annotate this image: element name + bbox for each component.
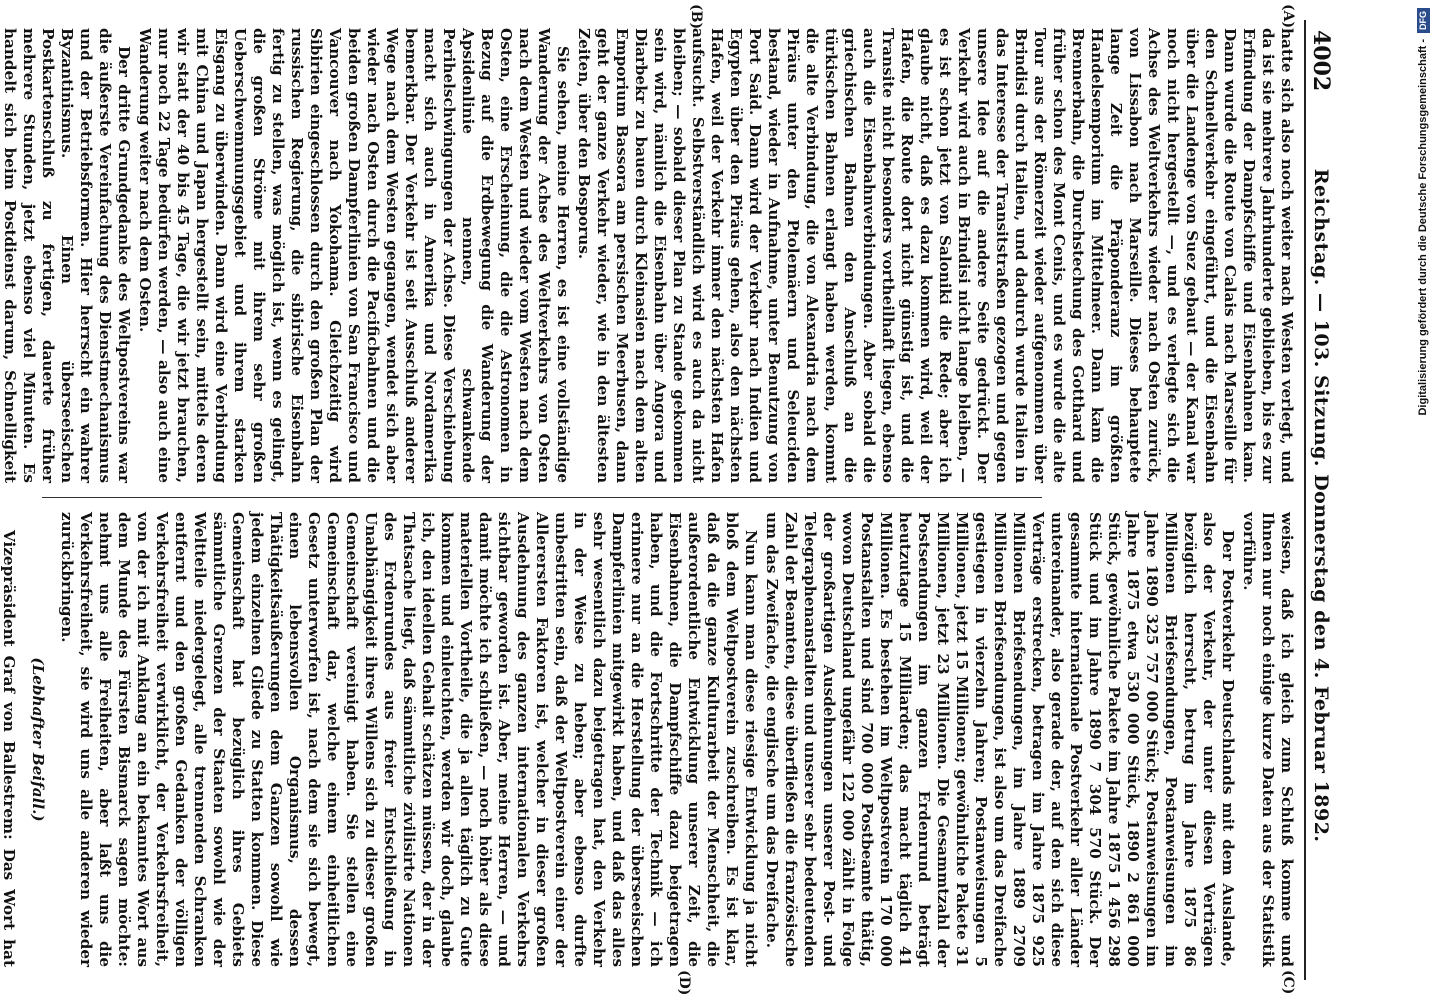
running-title: Reichstag. — 103. Sitzung. Donnerstag den 4. Februar 1892. bbox=[1310, 168, 1332, 843]
paragraph: Der dritte Grundgedanke des Weltpostvereins war die äußerste Vereinfachung des Dienstmechanismus und der Betriebsformen. Hier herrscht ein wahrer Byzantinismus. Einen überseeischen Postkartenschluß zu fertigen, dauerte früher mehrere Stunden, jetzt ebenso viel Minuten. Es handelt sich beim Postdienst darum, Schnelligkeit bbox=[1, 28, 133, 483]
margin-mark-d: (D) bbox=[676, 970, 692, 996]
margin-mark-c: (C) bbox=[1280, 970, 1296, 995]
header-rule bbox=[1304, 20, 1306, 980]
dfg-logo-icon: DFG bbox=[1417, 8, 1430, 33]
interjection: (Lebhafter Beifall.) bbox=[29, 657, 47, 822]
left-column bbox=[0, 28, 1296, 483]
paragraph: hatte sich also noch weiter nach Westen verlegt, und da ist sie mehrere Jahrhunderte geblieben, bis es zur Erfindung der Dampfschiffe und Eisenbahnen kam. Dann wurde die Route von Calais nach Marseille für den Schnellverkehr eingeführt, und die Eisenbahn über die Landenge von Suez gebaut — der Kanal war noch nicht hergestellt —, und es verlegte sich die Achse des Weltverkehrs wieder nach Osten zurück, von Lissabon nach Marseille. Dieses behauptete lange Zeit die Präponderanz im größten Handelsemporium im Mittelmeer. Dann kam die Brennerbahn, die Durchstechung des Gotthard und früher schon des Mont Cenis, und es wurde die alte Tour aus der Römerzeit wieder aufgenommen über Brindisi durch Italien, und dadurch wurde Italien in das Interesse der Transitstraßen gezogen und gegen unsere Idee auf die andere Seite gedrückt. Der Verkehr wird auch in Brindisi nicht lange bleiben, — es ist schon jetzt von Saloniki die Rede; aber ich glaube nicht, daß es dazu kommen wird, weil der Hafen, die Route dort nicht günstig ist, und die Transite nicht besonders vortheilhaft liegen, ebenso auch die Eisenbahnverbindungen. Aber sobald die griechischen Bahnen den Anschluß an die türkischen Bahnen erlangt haben werden, kommt die alte Verbindung, die von Alexandria nach dem Piräus unter den Ptolemäern und Seleuciden bestand, wieder in Aufnahme, unter Benutzung von Port Said. Dann wird der Verkehr nach Indien und Egypten über den Piräus gehen, also den nächsten Hafen, weil der Verkehr immer den nächsten Hafen aufsucht. Selbstverständlich wird es auch da nicht bleiben; — sobald dieser Plan zu Stande gekommen sein wird, nämlich die Eisenbahn über Angora und Diarbekr zu bauen durch Kleinasien nach dem alten Emporium Bassora am persischen Meerbusen, dann geht der ganze Verkehr wieder, wie in den ältesten Zeiten, über den Bosporus. bbox=[575, 28, 1296, 483]
paragraph: Sie sehen, meine Herren, es ist eine vollständige Wanderung der Achse des Weltverkehrs von Osten nach dem Westen und wieder vom Westen nach dem Osten, eine Erscheinung, die die Astronomen in Bezug auf die Erdbewegung die Wanderung der Apsidenlinie nennen, schwankende Perihelschwingungen der Achse. Diese Verschiebung macht sich auch in Amerika und Nordamerika bemerkbar. Der Verkehr ist seit Ausschluß anderer Wege nach dem Westen gegangen, wendet sich aber wieder nach Osten durch die Pacificbahnen und die beiden großen Dampferlinien von San Francisco und Vancouver nach Yokohama. Gleichzeitig wird Sibirien eingeschlossen durch den großen Plan der russischen Regierung, die sibirische Eisenbahn fertig zu stellen, was möglich ist, wenn es gelingt, die großen Ströme mit ihrem sehr großen Ueberschwemmungsgebiet und ihrem starken Eisgang zu überwinden. Dann wird eine Verbindung mit China und Japan hergestellt sein, mittels deren wir statt der 40 bis 45 Tage, die wir jetzt brauchen, nur noch 22 Tage bedürfen werden, — also auch eine Wanderung weiter nach dem Osten. bbox=[136, 28, 572, 483]
footer-text: Digitalisierung gefördert durch die Deutsche Forschungsgemeinschaft - bbox=[1417, 39, 1429, 416]
paragraph: Nun kann man diese riesige Entwicklung ja nicht bloß dem Weltpostverein zuschreiben. Es ist klar, daß da die ganze Kulturarbeit der Menschheit, die außerordentliche Entwicklung unserer Zeit, die Eisenbahnen, die Dampfschiffe dazu beigetragen haben, und die Fortschritte der Technik — ich erinnere nur an die Herstellung der überseeischen Dampferlinien mitgewirkt haben, und daß das alles sehr wesentlich dazu beigetragen hat, den Verkehr in der Weise zu heben; aber ebenso durfte unbestritten sein, daß der Weltpostverein einer der Allerersten Faktoren ist, welcher in dieser großen Ausdehnung des ganzen internationalen Verkehrs sichtbar geworden ist. Aber, meine Herren, — und damit möchte ich schließen, — noch höher als diese materiellen Vortheile, die ja allen täglich zu Gute kommen und einleuchten, werden wir doch, glaube ich, den ideellen Gehalt schätzen müssen, der in der Thatsache liegt, daß sämmtliche zivilisirte Nationen des Erdenrundes aus freier Entschließung in Unabhängigkeit ihres Willens sich zu dieser großen Gemeinschaft vereinigt haben. Sie stellen eine Gemeinschaft dar, welche einem einheitlichen Gesetz unterworfen ist, nach dem sie sich bewegt, einen lebensvollen Organismus, dessen Thätigkeitsäußerungen dem Ganzen sowohl wie jedem einzelnen Gliede zu Statten kommen. Diese Gemeinschaft hat bezüglich ihres Gebiets sämmtliche Grenzen der Staaten sowohl wie der Weltteile niedergelegt, alle trennenden Schranken entfernt und den großen Gedanken der völligen Verkehrsfreiheit verwirklicht, der Verkehrsfreiheit, von der ich mit Anklang an ein bekanntes Wort aus dem Munde des Fürsten Bismarck sagen möchte: nehmt uns alle Freiheiten, aber laßt uns die Verkehrsfreiheit, sie wird uns alle anderen wieder zurückbringen. bbox=[58, 512, 760, 967]
right-column bbox=[0, 512, 1296, 967]
page-number: 4002 bbox=[1308, 30, 1334, 92]
footer-credit bbox=[1414, 0, 1432, 1000]
document-page bbox=[2, 0, 1342, 1000]
margin-mark-b: (B) bbox=[688, 4, 704, 30]
margin-mark-a: (A) bbox=[1280, 4, 1296, 29]
paragraph: Vizepräsident Graf von Ballestrem: Das Wort hat bbox=[0, 530, 18, 967]
paragraph: weisen, daß ich gleich zum Schluß komme und Ihnen nur noch einige kurze Daten aus der Statistik vorführe. bbox=[1240, 512, 1296, 967]
page-header bbox=[1306, 30, 1336, 960]
paragraph: Der Postverkehr Deutschlands mit dem Auslande, also der Verkehr, der unter diesen Verträgen bezüglich herrscht, betrug im Jahre 1875 86 Millionen Briefsendungen, Postanweisungen im Jahre 1890 325 757 000 Stück; Postanweisungen im Jahre 1875 etwa 530 000 Stück, 1890 2 861 000 Stück, gewöhnliche Pakete im Jahre 1875 1 456 298 Stück und im Jahre 1890 7 304 570 Stück. Der gesammte internationale Postverkehr aller Länder untereinander, also gerade der, auf den sich diese Verträge erstrecken, betragen im Jahre 1875 925 Millionen Briefsendungen, im Jahre 1889 2709 Millionen Briefsendungen, ist also um das Dreifache gestiegen in vierzehn Jahren; Postanweisungen 5 Millionen, jetzt 15 Millionen; gewöhnliche Pakete 31 Millionen, jetzt 23 Millionen. Die Gesammtzahl der Postsendungen im ganzen Erdenrund beträgt heutzutage 15 Milliarden; das macht täglich 41 Millionen. Es bestehen im Weltpostverein 170 000 Postanstalten und sind 700 000 Postbeamte thätig, wovon Deutschland ungefähr 122 000 zählt in Folge der großartigen Ausdehnungen unserer Post- und Telegraphenanstalten und unserer sehr bedeutenden Zahl der Beamten, diese überfließen die französische um das Zweifache, die englische um das Dreifache. bbox=[763, 512, 1237, 967]
column-divider bbox=[42, 497, 1042, 498]
